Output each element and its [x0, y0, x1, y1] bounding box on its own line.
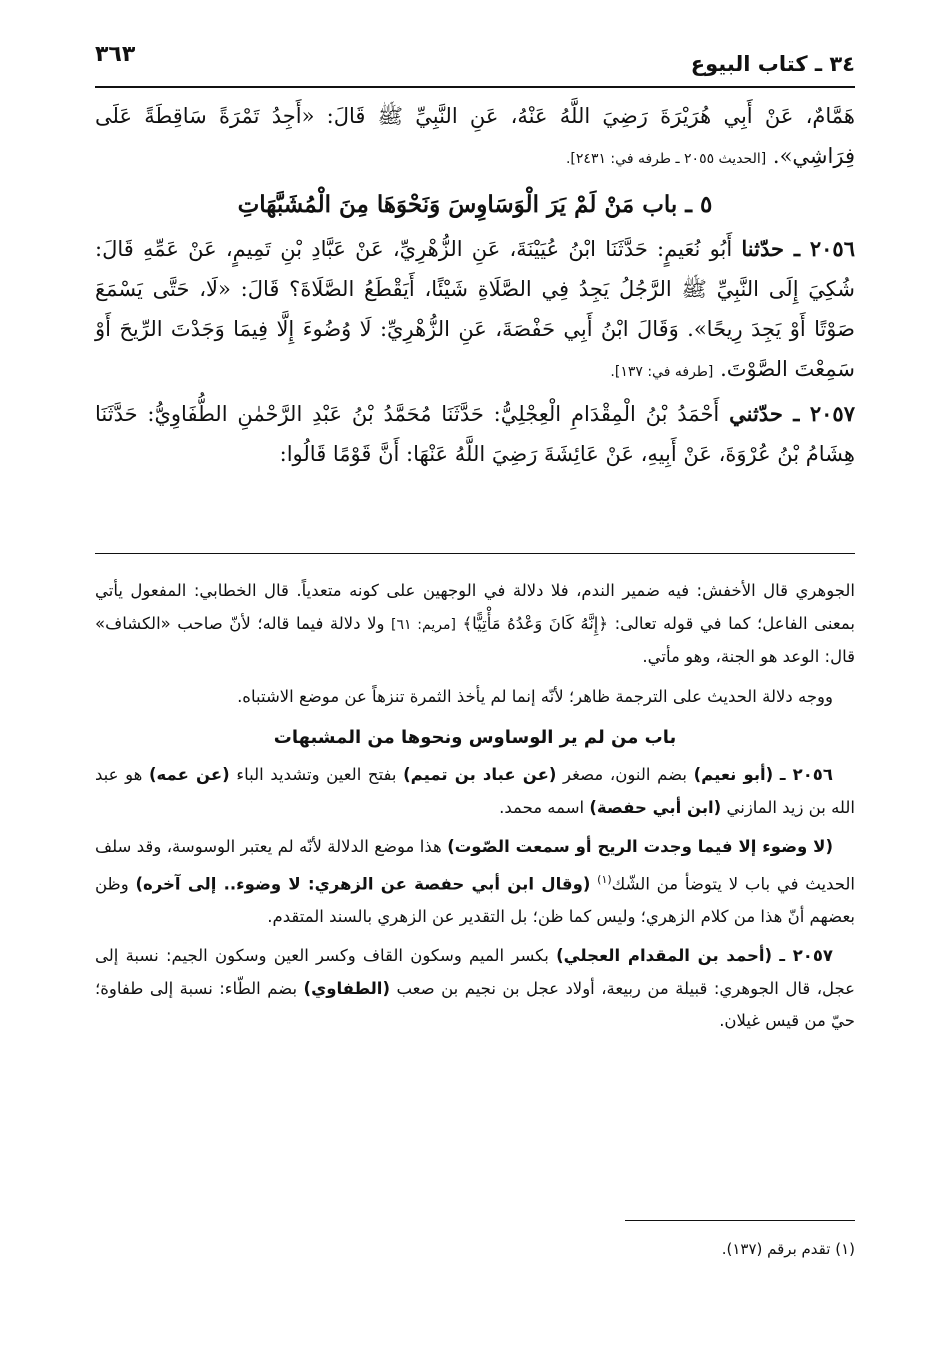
c2056-text-2: بفتح العين وتشديد الباء: [236, 765, 397, 784]
c2057-bold-2: (الطفاوي): [303, 978, 391, 998]
c2057-number: ٢٠٥٧ ـ: [779, 946, 834, 965]
commentary-divider: [95, 553, 855, 554]
para1-tail: ولا دلالة فيما قاله؛ لأنّ صاحب «الكشاف» قال: الوعد هو الجنة، وهو مأتي.: [95, 613, 855, 666]
c2057-bold-1: (أحمد بن المقدام العجلي): [556, 946, 773, 965]
c2056-text-1: بضم النون، مصغر: [563, 765, 687, 784]
commentary-sub-heading: باب من لم ير الوساوس ونحوها من المشبهات: [273, 727, 677, 748]
c2056-number: ٢٠٥٦ ـ: [779, 765, 833, 784]
c2056-bold-1: (أبو نعيم): [693, 765, 774, 784]
hadith-2056-text: أَبُو نُعَيمٍ: حَدَّثَنَا ابْنُ عُيَيْنَةَ، عَنِ الزُّهْرِيِّ، عَنْ عَبَّادِ بْنِ تَمِيمٍ، عَنْ عَمِّهِ قَالَ: شُكِيَ إِلَى النَّبِيِّ ﷺ الرَّجُلُ يَجِدُ فِي الصَّلَاةِ شَيْئًا، أَيَقْطَعُ الصَّلَاةَ؟ قَالَ: «لَا، حَتَّى يَسْمَعَ صَوْتًا أَوْ يَجِدَ رِيحًا». وَقَالَ ابْنُ أَبِي حَفْصَةَ، عَنِ الزُّهْرِيِّ: لَا وُضُوءَ إِلَّا فِيمَا وَجَدْتَ الرِّيحَ أَوْ سَمِعْتَ الصَّوْتَ.: [95, 237, 855, 381]
page-number: ٣٦٣: [95, 42, 136, 67]
footnote: (١) تقدم برقم (١٣٧).: [721, 1240, 855, 1258]
para1-reference: [مريم: ٦١]: [391, 616, 456, 633]
c3-text-1: هذا موضع الدلالة لأنّه لم يعتبر الوسوسة، وقد سلف الحديث في باب لا يتوضأ من الشّك: [95, 837, 855, 893]
c2056-bold-3: (عن عمه): [149, 765, 230, 784]
continuation-reference: [الحديث ٢٠٥٥ ـ طرفه في: ٢٤٣١].: [565, 151, 767, 167]
commentary-2057: [95, 940, 855, 1038]
continuation-text: هَمَّامٌ، عَنْ أَبِي هُرَيْرَةَ رَضِيَ اللَّهُ عَنْهُ، عَنِ النَّبِيِّ ﷺ قَالَ: «أَجِدُ تَمْرَةً سَاقِطَةً عَلَى فِرَاشِي».: [95, 104, 855, 168]
chapter-title: ٣٤ ـ كتاب البيوع: [690, 52, 855, 76]
c2057-text-1: بكسر الميم وسكون القاف وكسر العين وسكون الجيم: نسبة إلى عجل، قال الجوهري: قبيلة من ربيعة، أولاد عجل بن نجيم بن صعب: [95, 946, 856, 998]
hadith-2056: [95, 229, 855, 392]
hadith-2057-number: ٢٠٥٧ ـ حدّثني: [729, 401, 855, 426]
hadith-text-block: [95, 96, 855, 474]
c2057-text-2: بضم الطّاء: نسبة إلى طفاوة؛ حيّ من قيس غيلان.: [95, 978, 855, 1030]
para1-text: الجوهري قال الأخفش: فيه ضمير الندم، فلا دلالة في الوجهين على كونه متعدياً. قال الخطابي: المفعول يأتي بمعنى الفاعل؛ كما في قوله تعالى: ﴿إِنَّهُ كَانَ وَعْدُهُ مَأْتِيًّا﴾: [95, 581, 855, 633]
c2056-text-3: هو عبد الله بن زيد المازني: [95, 765, 855, 817]
c2056-bold-4: (ابن أبي حفصة): [589, 797, 722, 817]
c2056-bold-2: (عن عباد بن تميم): [403, 765, 557, 784]
footnote-marker[interactable]: (١): [597, 872, 612, 886]
hadith-2056-number: ٢٠٥٦ ـ حدّثنا: [741, 236, 855, 261]
continuation-paragraph: [95, 96, 855, 179]
c3-text-2: وظن بعضهم أنّ هذا من كلام الزهري؛ وليس كما ظن؛ بل التقدير عن الزهري بالسند المتقدم.: [95, 874, 855, 926]
commentary-paragraph-1: [95, 575, 855, 674]
commentary-paragraph-2: ووجه دلالة الحديث على الترجمة ظاهر؛ لأنّه إنما لم يأخذ الثمرة تنزهاً عن موضع الاشتباه.: [237, 686, 833, 706]
hadith-2057-text: أَحْمَدُ بْنُ الْمِقْدَامِ الْعِجْلِيُّ: حَدَّثَنَا مُحَمَّدُ بْنُ عَبْدِ الرَّحْمٰنِ الطُّفَاوِيُّ: حَدَّثَنَا هِشَامُ بْنُ عُرْوَةَ، عَنْ أَبِيهِ، عَنْ عَائِشَةَ رَضِيَ اللَّهُ عَنْهَا: أَنَّ قَوْمًا قَالُوا:: [95, 402, 855, 466]
c3-bold-1: (لا وضوء إلا فيما وجدت الريح أو سمعت الصّوت): [447, 837, 834, 856]
c2056-text-4: اسمه محمد.: [499, 797, 585, 817]
page-header: [95, 30, 855, 88]
hadith-2057: [95, 394, 855, 474]
commentary-block: [95, 575, 855, 1045]
commentary-2056: [95, 759, 855, 824]
footnote-divider: [625, 1220, 855, 1221]
c3-bold-2: (وقال ابن أبي حفصة عن الزهري: لا وضوء.. إلى آخره): [135, 874, 591, 893]
hadith-2056-reference: [طرفه في: ١٣٧].: [610, 364, 714, 380]
commentary-paragraph-3: [95, 831, 855, 933]
chapter-heading: ٥ ـ باب مَنْ لَمْ يَرَ الْوَسَاوِسَ وَنَحْوَهَا مِنَ الْمُشَبَّهَاتِ: [237, 191, 713, 218]
